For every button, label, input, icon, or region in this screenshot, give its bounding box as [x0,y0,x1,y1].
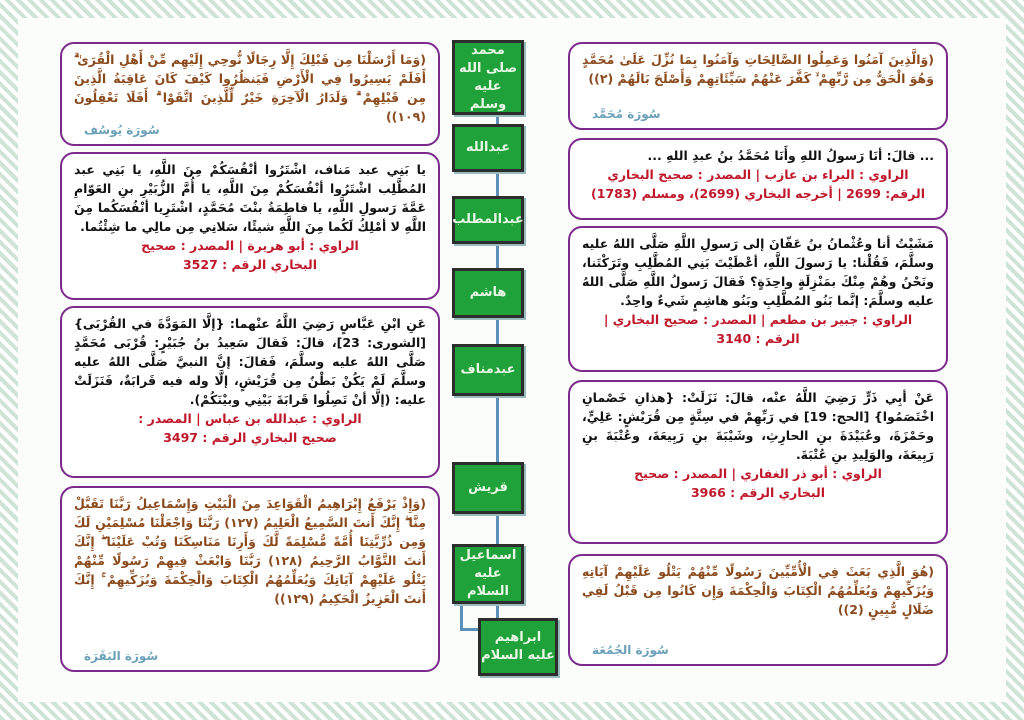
sura-name: سُورَة الجُمُعَة [592,643,669,657]
hadith-narrator: الراوي : عبدالله بن عباس | المصدر : [138,411,362,426]
hadith-number: البخاري الرقم : 3527 [182,257,318,272]
hadith-text: ... قالَ: أنَا رَسولُ اللهِ وأَنَا مُحَمَّدُ بنُ عبدِ اللهِ ... [647,148,934,163]
verse-text: (هُوَ الَّذِي بَعَثَ فِي الْأُمِّيِّينَ رَسُولًا مِّنْهُمْ يَتْلُو عَلَيْهِمْ آيَاتِهِ وَيُزَكِّيهِمْ وَيُعَلِّمُهُمُ الْكِتَابَ وَالْحِكْمَةَ وَإِن كَانُوا مِن قَبْلُ لَفِي ضَلَالٍ مُّبِينٍ (2)) [582,564,934,617]
verse-text: (وَالَّذِينَ آمَنُوا وَعَمِلُوا الصَّالِحَاتِ وَآمَنُوا بِمَا نُزِّلَ عَلَىٰ مُحَمَّدٍ وَهُوَ الْحَقُّ مِن رَّبِّهِمْ ۙ كَفَّرَ عَنْهُمْ سَيِّئَاتِهِمْ وَأَصْلَحَ بَالَهُمْ (٢)) [582,52,934,86]
hadith-text: يا بَنِي عبد مَناف، اشْتَرُوا أنْفُسَكُمْ مِنَ اللَّهِ، يا بَنِي عبد المُطَّلِب اشْتَرُوا أنْفُسَكُمْ مِنَ اللَّهِ، يا أُمَّ الزُّبَيْرِ بنِ العَوّامِ عَمَّةَ رَسولِ اللَّهِ، يا فاطِمَةُ بنْتَ مُحَمَّدٍ، اشْتَرِيا أنْفُسَكُما مِنَ اللَّهِ لا أمْلِكُ لَكُما مِنَ اللَّهِ شيئًا، سَلانِي مِن مالِي ما شِئْتُما. [74,162,426,234]
node-ibrahim: ابراهيم عليه السلام [478,618,558,676]
hadith-number: البخاري الرقم : 3966 [690,485,826,500]
hadith-text: عَنِ ابْنِ عَبَّاسٍ رَضِيَ اللَّهُ عنْهما: {إلَّا المَوَدَّةَ في القُرْبَى} [الشورى: 23]، قالَ: فَقالَ سَعِيدُ بنُ جُبَيْرٍ: قُرْبَى مُحَمَّدٍ صَلَّى اللهُ عليه وسلَّمَ، فَقالَ: إنَّ النبيَّ صَلَّى اللهُ عليه وسلَّمَ لَمْ يَكُنْ بَطْنٌ مِن قُرَيْشٍ، إلَّا وله فيه قَرابَةٌ، فَنَزَلَتْ عليه: (إلَّا أنْ تَصِلُوا قَرابَةَ بَيْنِي وبيْنَكُمْ). [74,316,426,407]
node-abdulmuttalib: عبدالمطلب [452,196,524,244]
hadith-narrator: الراوي : أبو هريرة | المصدر : صحيح [141,238,359,253]
left-quran-yusuf-box [60,42,440,146]
left-quran-baqara-box [60,486,440,672]
right-quran-jumuah-box [568,554,948,666]
right-hadith-bara-box [568,138,948,220]
node-abdullah: عبدالله [452,124,524,172]
sura-name: سُورَة مُحَمَّد [592,107,661,121]
hadith-text: مَشَيْتُ أنا وعُثْمانُ بنُ عَفّانَ إلى رَسولِ اللَّهِ صَلَّى اللهُ عليه وسلَّمَ، فَقُلْنا: يا رَسولَ اللَّهِ، أعْطَيْتَ بَنِي المُطَّلِبِ وتَرَكْتَنا، ونَحْنُ وهُمْ مِنْكَ بمَنْزِلَةٍ واحِدَةٍ؟ فَقالَ رَسولُ اللَّهِ صَلَّى اللهُ عليه وسلَّمَ: إنَّما بَنُو المُطَّلِبِ وبَنُو هاشِمٍ شَيءٌ واحِدٌ. [582,236,934,308]
sura-name: سُورَة البَقَرَة [84,649,159,663]
hadith-narrator: الراوي : البراء بن عازب | المصدر : صحيح البخاري [607,167,909,182]
right-hadith-abudharr-box [568,380,948,544]
node-quraysh: قريش [452,462,524,514]
hadith-number: صحيح البخاري الرقم : 3497 [163,430,337,445]
left-hadith-abdmanaf-box [60,152,440,300]
sura-name: سُورَة يُوسُف [84,123,160,137]
verse-text: (وَإِذْ يَرْفَعُ إِبْرَاهِيمُ الْقَوَاعِدَ مِنَ الْبَيْتِ وَإِسْمَاعِيلُ رَبَّنَا تَقَبَّلْ مِنَّا ۖ إِنَّكَ أَنتَ السَّمِيعُ الْعَلِيمُ (١٢٧) رَبَّنَا وَاجْعَلْنَا مُسْلِمَيْنِ لَكَ وَمِن ذُرِّيَّتِنَا أُمَّةً مُّسْلِمَةً لَّكَ وَأَرِنَا مَنَاسِكَنَا وَتُبْ عَلَيْنَا ۖ إِنَّكَ أَنتَ التَّوَّابُ الرَّحِيمُ (١٢٨) رَبَّنَا وَابْعَثْ فِيهِمْ رَسُولًا مِّنْهُمْ يَتْلُو عَلَيْهِمْ آيَاتِكَ وَيُعَلِّمُهُمُ الْكِتَابَ وَالْحِكْمَةَ وَيُزَكِّيهِمْ ۚ إِنَّكَ أَنتَ الْعَزِيزُ الْحَكِيمُ (١٢٩)) [74,496,426,606]
hadith-narrator: الراوي : جبير بن مطعم | المصدر : صحيح البخاري | [603,312,913,327]
verse-text: (وَمَا أَرْسَلْنَا مِن قَبْلِكَ إِلَّا رِجَالًا نُّوحِي إِلَيْهِم مِّنْ أَهْلِ الْقُرَىٰ ۗ أَفَلَمْ يَسِيرُوا فِي الْأَرْضِ فَيَنظُرُوا كَيْفَ كَانَ عَاقِبَةُ الَّذِينَ مِن قَبْلِهِمْ ۗ وَلَدَارُ الْآخِرَةِ خَيْرٌ لِّلَّذِينَ اتَّقَوْا ۗ أَفَلَا تَعْقِلُونَ (١٠٩)) [74,52,426,124]
node-muhammad: محمد صلى الله عليه وسلم [452,40,524,115]
node-ismail: اسماعيل عليه السلام [452,544,524,604]
right-hadith-jubayr-box [568,226,948,372]
hadith-narrator: الراوي : أبو ذر الغفاري | المصدر : صحيح [634,466,882,481]
hadith-number: الرقم : 3140 [716,331,800,346]
node-hashim: هاشم [452,268,524,318]
left-hadith-ibnabbas-box [60,306,440,478]
right-quran-muhammad-box [568,42,948,130]
hadith-number: الرقم: 2699 | أخرجه البخاري (2699)، ومسلم (1783) [591,186,925,201]
node-abdmanaf: عبدمناف [452,344,524,396]
hadith-text: عَنْ أبِي ذَرٍّ رَضِيَ اللَّهُ عنْه، قالَ: نَزَلَتْ: {هذانِ خَصْمانِ اخْتَصَمُوا} [الحج: 19] في رَبِّهِمْ في سِتَّةٍ مِن قُرَيْشٍ: عَلِيٍّ، وحَمْزَةَ، وعُبَيْدَةَ بنِ الحارِثِ، وشَيْبَةَ بنِ رَبِيعَةَ، وعُتْبَةَ بنِ رَبِيعَةَ، والوَلِيدِ بنِ عُتْبَةَ. [582,390,934,462]
